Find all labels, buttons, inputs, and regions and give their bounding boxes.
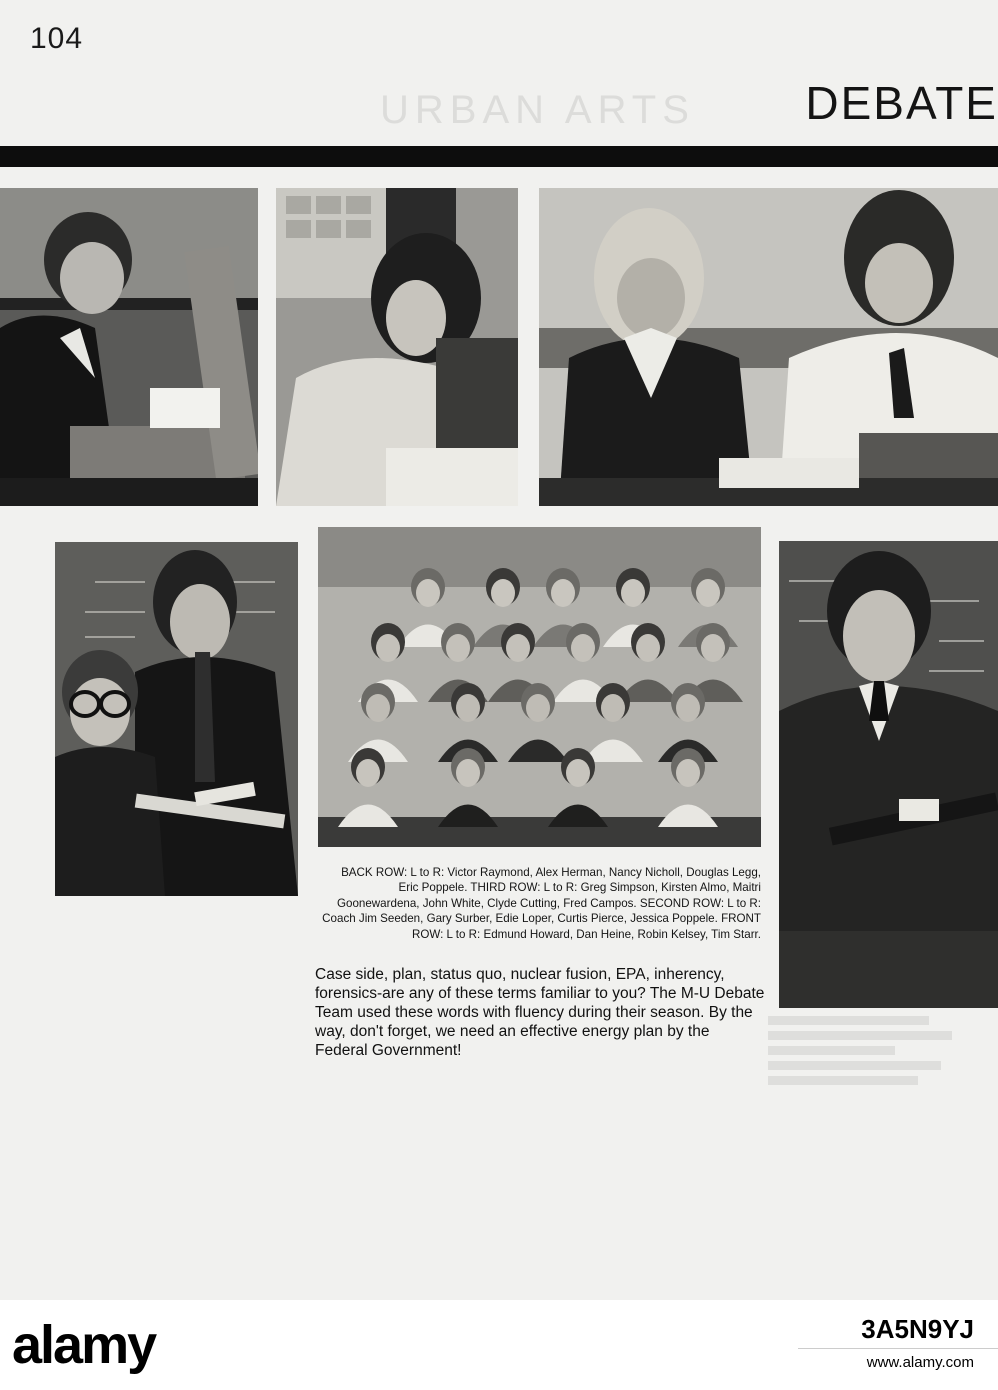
photo-card-sorting: [0, 188, 258, 506]
bleed-through-column: [768, 1010, 998, 1091]
bleed-through-title: URBAN ARTS: [380, 88, 695, 132]
photo-chalkboard-pair: [55, 542, 298, 896]
photo-two-debaters: [539, 188, 998, 506]
group-photo-caption: BACK ROW: L to R: Victor Raymond, Alex Herman, Nancy Nicholl, Douglas Legg, Eric Poppele. THIRD ROW: L to R: Greg Simpson, Kirsten Almo, Maitri Goonewardena, John White, Clyde Cutting, Fred Campos. SECOND ROW: L to R: Coach Jim Seeden, Gary Surber, Edie Loper, Curtis Pierce, Jessica Poppele. FRONT ROW: L to R: Edmund Howard, Dan Heine, Robin Kelsey, Tim Starr.: [322, 866, 761, 941]
footer-url: www.alamy.com: [866, 1354, 974, 1371]
alamy-logo: alamy: [12, 1315, 156, 1375]
photo-speaker: [779, 541, 998, 1008]
photo-writing-notes: [276, 188, 518, 506]
footer-divider: [798, 1348, 998, 1349]
section-title: DEBATE: [805, 77, 998, 129]
photo-team-group: [318, 527, 761, 847]
article-body: Case side, plan, status quo, nuclear fusion, EPA, inherency, forensics-are any of these terms familiar to you? The M-U Debate Team used these words with fluency during their season. By the way, don't forget, we need an effective energy plan by the Federal Government!: [315, 966, 765, 1059]
page-number: 104: [30, 22, 84, 55]
image-id: 3A5N9YJ: [861, 1314, 974, 1344]
header-rule: [0, 146, 998, 167]
watermark-footer: [0, 1300, 998, 1390]
